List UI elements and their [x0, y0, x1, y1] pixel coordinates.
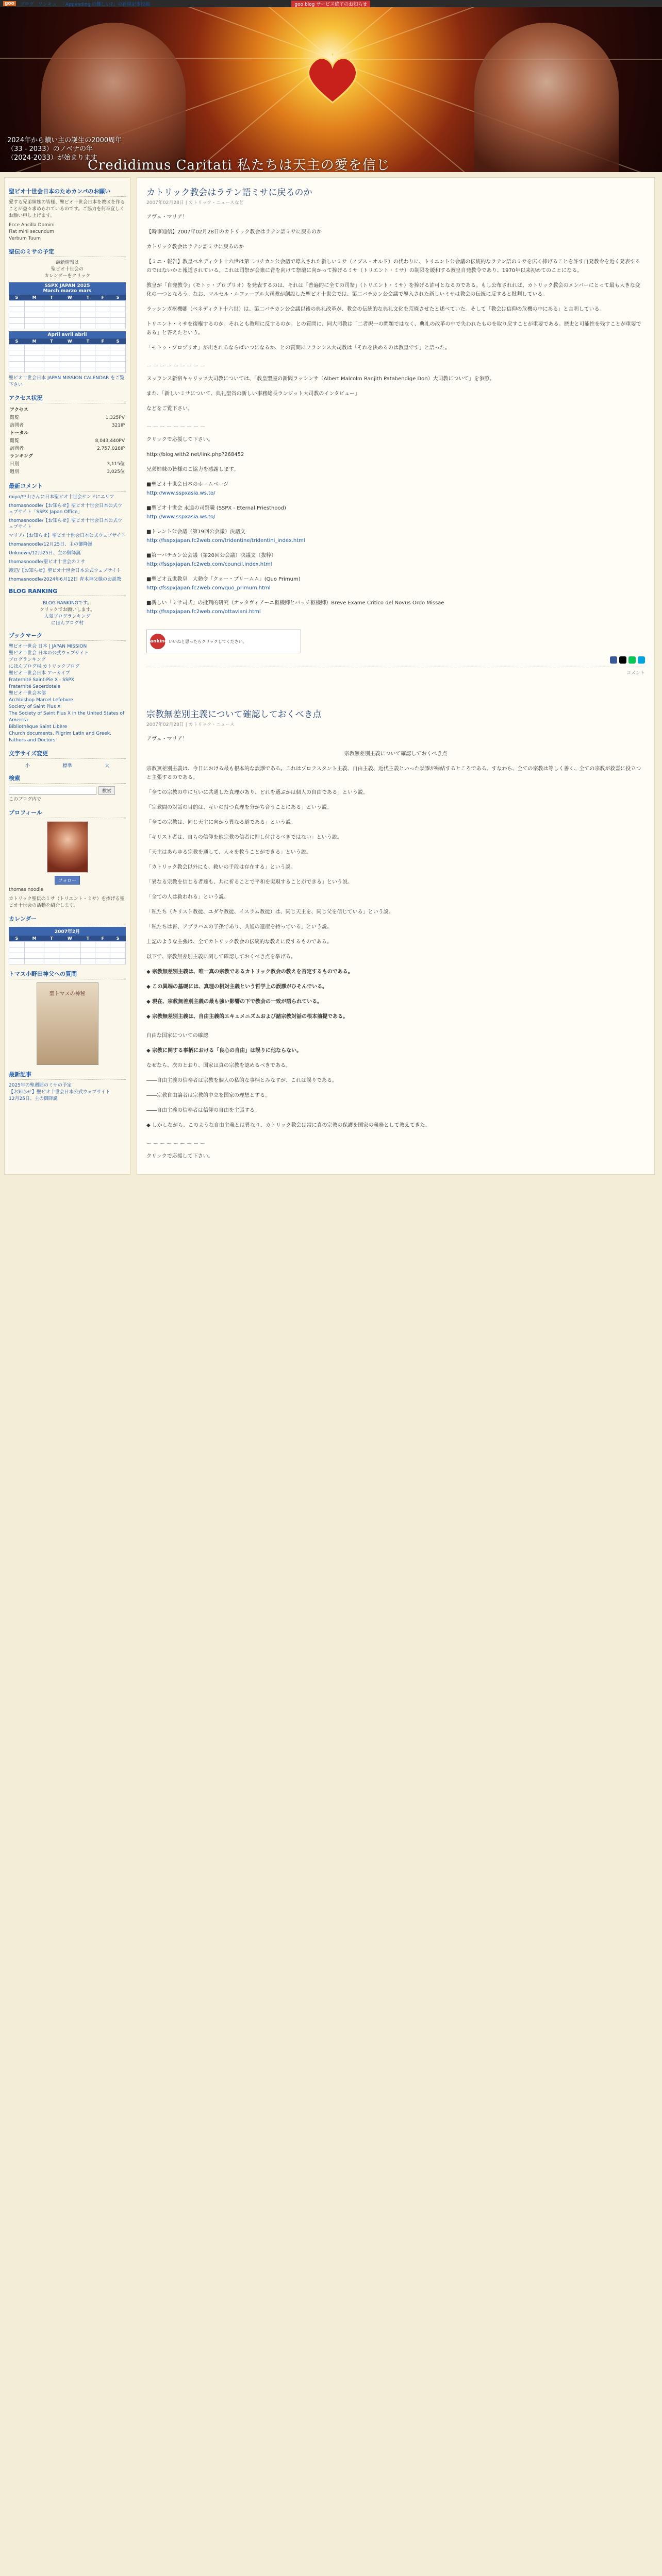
link-item: ■新しい「ミサ司式」の批判的研究（オッタヴィアーニ枢機卿とバッチ枢機卿）Breve Exame Critico del Novus Ordo Missae http://fsspxjapan.fc2web.com/ottaviani.html — [146, 600, 444, 615]
post-paragraph: ラッシンガ枢機卿（ベネディクト十六世）は、第二バチカン公会議以後の典礼改革が、教会の伝統的な典礼文化を荒廃させたと述べていた。そして「教会は信仰の危機の中にある」と言明している。 — [146, 307, 605, 312]
mass-sub: 最新情報は 聖ピオ十世会の カレンダーをクリック — [44, 260, 91, 279]
latin-quote: Ecce Ancilla Domini Fiat mihi secundum Verbum Tuum — [9, 223, 55, 241]
bookmark-link[interactable]: ブログランキング — [9, 657, 46, 663]
link-item: ■第一バチカン公会議（第20回公会議）決議文（抜粋） http://fsspxjapan.fc2web.com/council.index.html — [146, 553, 276, 567]
text-size-controls — [9, 762, 126, 769]
comment-item[interactable]: thomasnoodle/【お知らせ】聖ピオ十世会日本公式ウェブサイト — [9, 518, 122, 530]
ranking-icon: ranking — [150, 634, 166, 649]
post-paragraph: 【ミニ・報告】教皇ベネディクト十六世は第二バチカン公会議で導入された新しいミサ（ノブス・オルド）の代わりに、トリエント公会議の伝統的なラテン語のミサを広く捧げることを許す自発教令を近く発表するのではないかと報道されている。これは司祭が会衆に背を向けて祭壇に向かって捧げるミサ（トリエント・ミサ）の制限を緩和する教皇自発教令であり、1970年以来初めてのことになる。 — [146, 259, 640, 274]
bookmark-link[interactable]: Archbishop Marcel Lefebvre — [9, 698, 73, 703]
ranking-banner[interactable]: ranking いいねと思ったらクリックしてください。 — [146, 630, 301, 653]
recent-post-link[interactable]: 12月25日、主の御降誕 — [9, 1096, 58, 1101]
post — [146, 185, 645, 676]
post-point: ◆ 宗教無差別主義は、唯一真の宗教であるカトリック教会の教えを否定するものである。 — [146, 969, 353, 975]
comment-item[interactable]: thomasnoodle/12月25日、主の御降誕 — [9, 542, 93, 547]
post-link-line: カトリック教会はラテン語ミサに戻るのか — [146, 244, 244, 250]
link-item: ■聖ピオ五世教皇 大勅令「クォー・プリームム」(Quo Primum) http://fsspxjapan.fc2web.com/quo_primum.html — [146, 577, 301, 591]
post-paragraph: 以下で、宗教無差別主義に関して確認しておくべき点を挙げる。 — [146, 954, 296, 960]
donation-heading: 聖ピオ十世会日本のためカンパのお願い — [9, 187, 126, 197]
profile-description: カトリック聖伝のミサ（トリエント・ミサ）を捧げる聖ピオ十世会の活動を紹介します。 — [9, 896, 125, 908]
comment-item[interactable]: thomasnoodle/2024年6月12日 青木神父様のお説教 — [9, 577, 122, 582]
topbar-link-blog[interactable]: ブログ — [20, 2, 34, 7]
topbar-link-wanq[interactable]: ワンキュ — [38, 2, 57, 7]
text-size-small[interactable]: 小 — [25, 764, 30, 769]
text-size-normal[interactable]: 標準 — [62, 764, 72, 769]
archive-calendar[interactable]: 2007年2月 S M T W T F S — [9, 927, 126, 964]
immaculate-heart-of-mary-image — [474, 23, 619, 172]
bookmark-link[interactable]: 聖ピオ十世会 日本の公式ウェブサイト — [9, 651, 89, 656]
line-icon[interactable] — [628, 656, 636, 664]
bookmark-link[interactable]: Society of Saint Pius X — [9, 704, 61, 709]
post-paragraph: ――自由主義の信奉者は信仰の自由を主張する。 — [146, 1108, 260, 1113]
post-paragraph: 教皇が「自発教令」（モトゥ・プロプリオ）を発表するのは、それは「普遍的に全ての司祭」（トリエント・ミサ）を捧げる許可となるのである。もし公布されれば、カトリック教会のメンバーにとって最も大きな変化の一つとなろう。なお、マルセル・ルフェーブル大司教が創設した聖ピオ十世会では、第二バチカン公会議で導入された新しいミサは教会の伝統に反すると批判している。 — [146, 283, 640, 297]
mass-calendar-april[interactable]: April avril abril S M T W T F S — [9, 331, 126, 373]
book-heading: トマス小野田神父への質問 — [9, 970, 126, 979]
separator: ーーーーーーーーー — [146, 425, 207, 430]
mass-calendar-march[interactable]: SSPX JAPAN 2025 March marzo mars S M T W T F S — [9, 282, 126, 329]
post — [146, 707, 645, 1161]
post-paragraph: ◆ しかしながら、このような自由主義とは異なり、カトリック教会は常に真の宗教の保護を国家の義務として教えてきた。 — [146, 1123, 431, 1128]
top-bar — [0, 0, 662, 7]
link-item: ■聖ピオ十世会日本のホームページ http://www.sspxasia.ws.to/ — [146, 482, 229, 496]
bookmarks-heading: ブックマーク — [9, 631, 126, 641]
mass-note[interactable]: 聖ピオ十世会日本 JAPAN MISSION CALENDAR をご覧下さい — [9, 376, 125, 387]
comment-item[interactable]: thomasnoodle/聖ピオ十世会のミサ — [9, 560, 86, 565]
heart-icon — [304, 54, 361, 105]
post-paragraph: 宗教無差別主義は、今日における最も根本的な誤謬である。これはプロテスタント主義、自由主義、近代主義といった誤謬が帰結するところである。すなわち、全ての宗教は等しく善く、全ての宗教が救霊に役立つと主張するのである。 — [146, 766, 641, 781]
recent-posts-heading: 最新記事 — [9, 1070, 126, 1080]
profile-heading: プロフィール — [9, 808, 126, 818]
separator: ーーーーーーーーー — [146, 364, 207, 369]
post-paragraph: 「宗教間の対話の目的は、互いの持つ真理を分かち合うことにある」という説。 — [146, 805, 332, 810]
link-item: ■聖ピオ十世会 永遠の司祭職 (SSPX - Eternal Priesthood) http://www.sspxasia.ws.to/ — [146, 505, 286, 520]
post-greeting: アヴェ・マリア！ — [146, 736, 188, 742]
ranking-text: BLOG RANKINGです。 クリックでお願いします。 人気ブログランキング にほんブログ村 — [40, 601, 95, 626]
link-item: ■トレント公会議（第19回公会議）決議文 http://fsspxjapan.fc2web.com/tridentine/tridentini_index.html — [146, 529, 305, 544]
bookmark-link[interactable]: 聖ピオ十世会本部 — [9, 691, 46, 696]
profile-name[interactable]: thomas noodle — [9, 887, 44, 892]
post-paragraph: 「私たちは皆、アブラハムの子孫であり、共通の遺産を持っている」という説。 — [146, 924, 332, 930]
separator: ーーーーーーーーー — [146, 1141, 207, 1147]
share-buttons — [146, 656, 645, 664]
profile-avatar[interactable] — [47, 821, 88, 873]
bookmark-link[interactable]: Church documents, Pilgrim Latin and Greek, Fathers and Doctors — [9, 731, 111, 743]
sidebar — [4, 177, 130, 1175]
search-button[interactable]: 検索 — [98, 786, 115, 795]
search-form — [9, 786, 126, 795]
bookmark-link[interactable]: Fraternité Saint-Pie X - SSPX — [9, 677, 74, 683]
topbar-link-new-post[interactable]: 「Appending の難しい?」の新規記事投稿 — [60, 2, 150, 7]
calendar-heading: カレンダー — [9, 914, 126, 924]
goo-logo[interactable]: goo — [3, 1, 16, 6]
x-icon[interactable] — [619, 656, 626, 664]
post-point: ◆ 宗教に関する事柄における「良心の自由」は誤りに他ならない。 — [146, 1048, 302, 1054]
access-heading: アクセス状況 — [9, 394, 126, 403]
recent-post-link[interactable]: 【お知らせ】聖ピオ十世会日本公式ウェブサイト — [9, 1090, 110, 1095]
post-paragraph: なぜなら、次のとおり、国家は真の宗教を認めるべきである。 — [146, 1063, 291, 1069]
bookmark-link[interactable]: The Society of Saint Pius X in the United States of America — [9, 711, 125, 723]
post-paragraph: 「天主はあらゆる宗教を通して、人々を救うことができる」という説。 — [146, 850, 311, 855]
follow-button[interactable]: フォロー — [55, 876, 80, 885]
post-center-title: 宗教無差別主義について確認しておくべき点 — [344, 751, 448, 757]
ranking-heading: BLOG RANKING — [9, 588, 126, 596]
post-paragraph: 「異なる宗教を信じる者達も、共に祈ることで平和を実現することができる」という説。 — [146, 879, 353, 885]
blog-header — [0, 7, 662, 172]
post-paragraph: 「全ての宗教は、同じ天主に向かう異なる道である」という説。 — [146, 820, 296, 825]
book-cover[interactable]: 聖トマスの神秘 — [37, 982, 98, 1065]
bookmark-link[interactable]: にほんブログ村 カトリックブログ — [9, 664, 80, 669]
post-title[interactable]: カトリック教会はラテン語ミサに戻るのか — [146, 188, 312, 198]
post-paragraph: 「モトゥ・プロプリオ」が出されるならばいつになるか、との質問にフランシス大司教は「それを決めるのは教皇です」と語った。 — [146, 345, 450, 351]
comment-link[interactable]: コメント — [146, 667, 645, 676]
post-paragraph-link[interactable]: また、「新しいミサについて、典礼聖省の新しい事務総長ランジット大司教のインタビュー」 — [146, 391, 360, 397]
post-paragraph-link[interactable]: ヌッランス新宿キャリッツ大司教については、「教皇聖座の新聞ラッシンサ（Albert Malcolm Ranjith Patabendige Don）大司教について」を参照。 — [146, 376, 495, 382]
access-stats: アクセス 閲覧 1,325PV 訪問者 321IP トータル 閲覧 8,043,440PV 訪問者 2,757,028IP ランキング 日別 3,115位 週別 3,025位 — [10, 408, 125, 474]
post-paragraph: 上記のような主張は、全てカトリック教会の伝統的な教えに反するものである。 — [146, 939, 332, 945]
post-paragraph: 「全ての人は救われる」という説。 — [146, 894, 229, 900]
hatena-icon[interactable] — [638, 656, 645, 664]
post-paragraph: 「全ての宗教の中に互いに共通した真理があり、どれを選ぶかは個人の自由である」という説。 — [146, 790, 368, 795]
search-heading: 検索 — [9, 774, 126, 784]
service-end-notice[interactable]: goo blog サービス終了のお知らせ — [291, 1, 370, 7]
ranking-click-link[interactable]: クリックで応援して下さい。 — [146, 437, 213, 443]
comment-item[interactable]: 渡辺/【お知らせ】聖ピオ十世会日本公式ウェブサイト — [9, 568, 121, 573]
ranking-url[interactable]: http://blog.with2.net/link.php?268452 — [146, 452, 244, 457]
comment-item[interactable]: Unknown/12月25日、主の御降誕 — [9, 551, 81, 556]
post-point: ◆ この異端の基礎には、真理の相対主義という哲学上の誤謬がひそんでいる。 — [146, 984, 328, 990]
post-meta[interactable]: 2007年02月28日 | カトリック・ニュース — [146, 722, 235, 727]
post-point: ◆ 現在、宗教無差別主義の最も強い影響の下で教会の一致が語られている。 — [146, 999, 323, 1005]
text-size-heading: 文字サイズ変更 — [9, 749, 126, 759]
bookmark-link[interactable]: 聖ピオ十世会日本 アーカイブ — [9, 671, 70, 676]
mass-schedule-heading: 聖伝のミサの予定 — [9, 247, 126, 257]
comment-item[interactable]: マリア/【お知らせ】聖ピオ十世会日本公式ウェブサイト — [9, 533, 126, 538]
post-paragraph: ――宗教自由論者は宗教的中立を国家の理想とする。 — [146, 1093, 270, 1098]
comment-item[interactable]: thomasnoodle/【お知らせ】聖ピオ十世会日本公式ウェブサイト「SSPX Japan Office」 — [9, 503, 122, 515]
ranking-banners — [146, 630, 645, 653]
post-source-link[interactable]: 【時事通信】2007年02月28日のカトリック教会はラテン語ミサに戻るのか — [146, 229, 322, 235]
blog-title[interactable]: Credidimus Caritati 私たちは天主の愛を信じ — [88, 158, 390, 172]
main-content — [137, 177, 655, 1175]
post-paragraph: トリエント・ミサを復権するのか。それとも教理に反するのか。との質問に、同大司教は「二者択一の問題ではなく、典礼の改革の中で失われたものを取り戻すことが重要である。歴史と可能性を残すことが重要である」と答えたという。 — [146, 321, 641, 336]
header-pretitle: 2024年から贖い主の誕生の2000周年 （33 - 2033）のノベナの年 （2024-2033）が始まります — [7, 137, 122, 162]
post-link-list — [146, 480, 645, 616]
facebook-icon[interactable] — [610, 656, 617, 664]
post-subheading: 自由な国家についての確認 — [146, 1033, 208, 1039]
recent-comments-heading: 最新コメント — [9, 482, 126, 492]
ranking-click-link[interactable]: クリックで応援して下さい。 — [146, 1154, 213, 1159]
post-point: ◆ 宗教無差別主義は、自由主義的エキュメニズムおよび諸宗教対話の根本前提である。 — [146, 1014, 349, 1020]
search-scope[interactable]: このブログ内で — [9, 797, 42, 802]
post-title[interactable]: 宗教無差別主義について確認しておくべき点 — [146, 709, 322, 720]
text-size-large[interactable]: 大 — [105, 764, 110, 769]
thanks-text: 兄弟姉妹の皆様のご協力を感謝します。 — [146, 467, 239, 472]
post-greeting: アヴェ・マリア！ — [146, 214, 188, 220]
bookmark-link[interactable]: 聖ピオ十世会 日本 | JAPAN MISSION — [9, 644, 87, 649]
post-meta[interactable]: 2007年02月28日 | カトリック・ニュースなど — [146, 200, 244, 206]
post-paragraph: ――自由主義の信奉者は宗教を個人の私的な事柄とみなすが、これは誤りである。 — [146, 1078, 337, 1083]
bookmark-link[interactable]: Bibliothèque Saint Libère — [9, 724, 68, 730]
post-paragraph: 「カトリック教会以外にも、救いの手段は存在する」という説。 — [146, 865, 296, 870]
search-input[interactable] — [9, 787, 96, 795]
bookmark-link[interactable]: Fraternité Sacerdotale — [9, 684, 61, 689]
comment-item[interactable]: miyo/中山さんに日本聖ピオ十世会サンドにエリア — [9, 495, 114, 500]
post-paragraph: 「私たち（キリスト教徒、ユダヤ教徒、イスラム教徒）は、同じ天主を、同じ父を信じている」という説。 — [146, 909, 394, 915]
post-paragraph: 「キリスト者は、自らの信仰を他宗教の信者に押し付けるべきではない」という説。 — [146, 835, 342, 840]
recent-post-link[interactable]: 2025年の聖週間のミサの予定 — [9, 1083, 72, 1088]
post-closing: などをご覧下さい。 — [146, 406, 193, 412]
donation-text: 愛する兄弟姉妹の皆様、聖ピオ十世会日本を教区を作ることが益々求められているのです。ご協力を何卒宜しくお願い申し上げます。 — [9, 200, 125, 218]
